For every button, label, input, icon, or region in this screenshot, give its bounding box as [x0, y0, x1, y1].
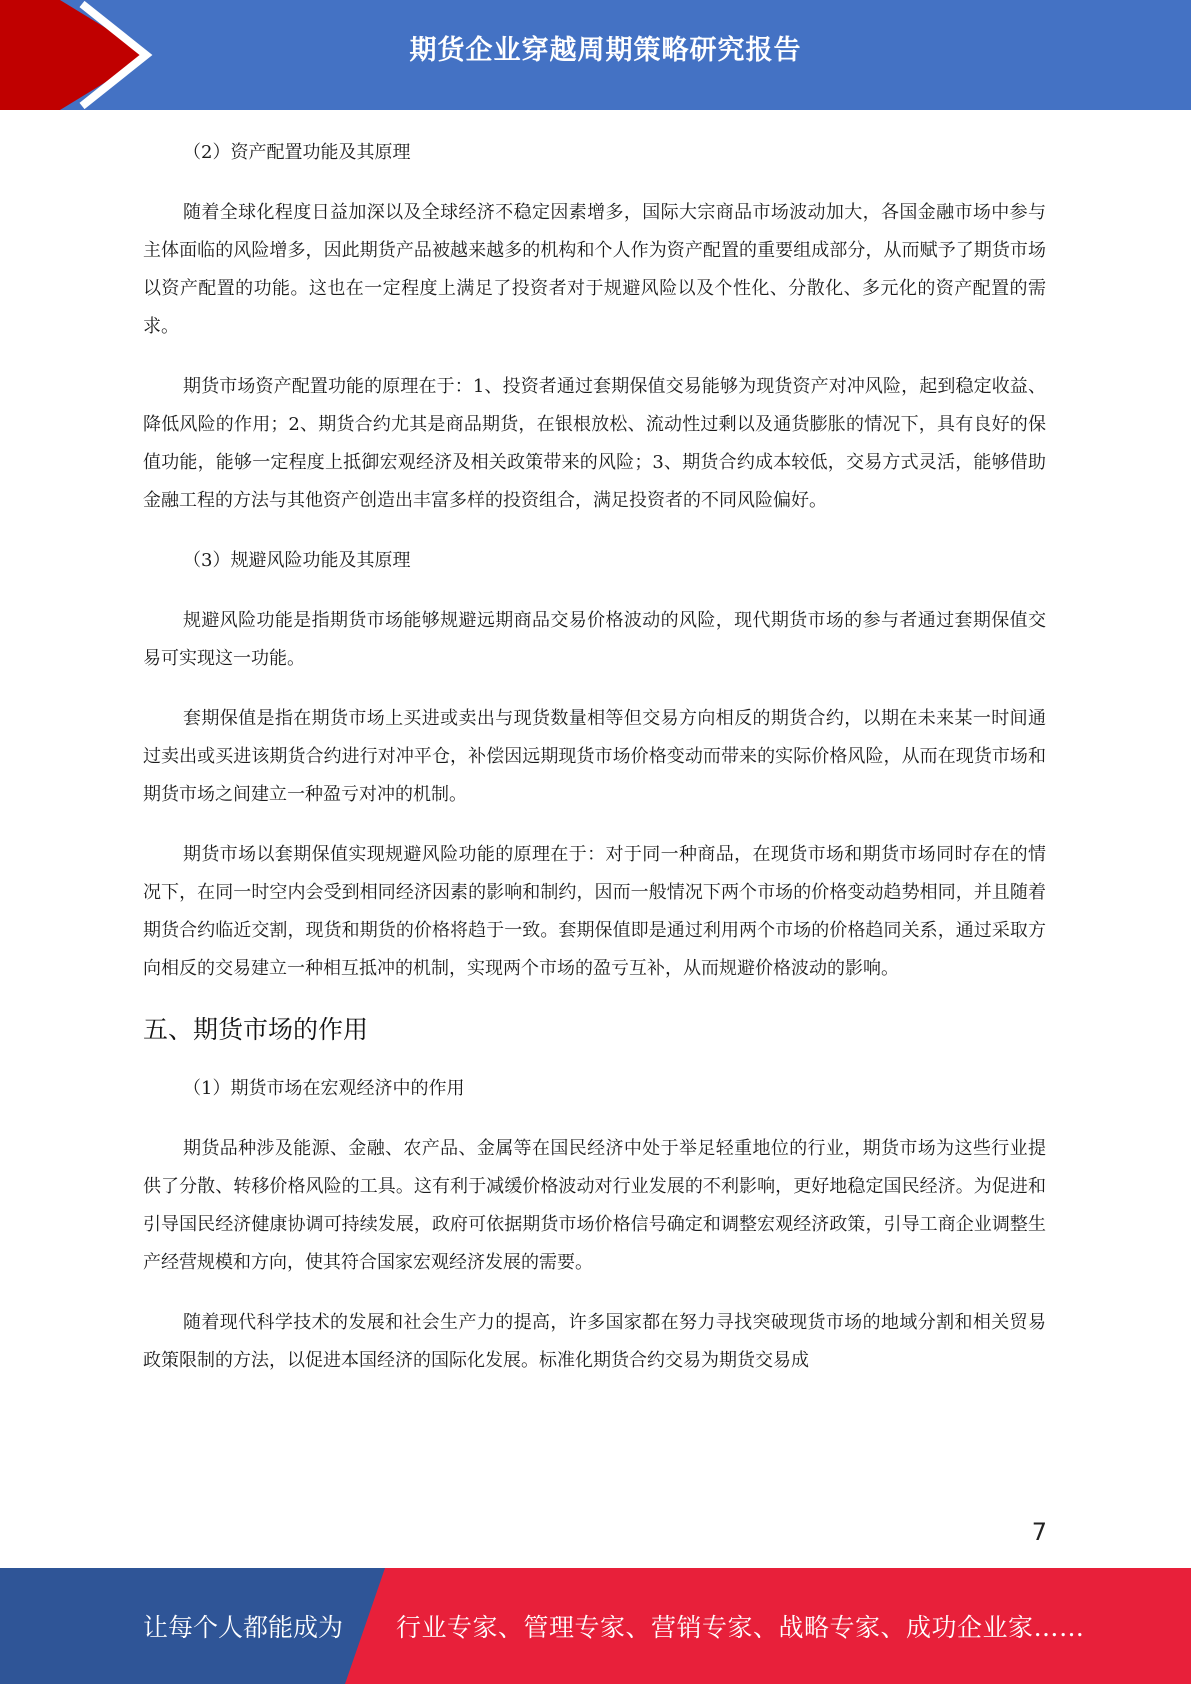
subheading-macro-economy: （1）期货市场在宏观经济中的作用 [183, 1078, 465, 1099]
paragraph: 期货市场资产配置功能的原理在于：1、投资者通过套期保值交易能够为现货资产对冲风险，起到稳定收益、降低风险的作用；2、期货合约尤其是商品期货，在银根放松、流动性过剩以及通货膨胀的情况下，具有良好的保值功能，能够一定程度上抵御宏观经济及相关政策带来的风险；3、期货合约成本较低，交易方式灵活，能够借助金融工程的方法与其他资产创造出丰富多样的投资组合，满足投资者的不同风险偏好。 [143, 376, 1046, 511]
subheading-asset-allocation: （2）资产配置功能及其原理 [183, 142, 411, 163]
report-title: 期货企业穿越周期策略研究报告 [409, 35, 802, 66]
paragraph: 随着全球化程度日益加深以及全球经济不稳定因素增多，国际大宗商品市场波动加大，各国金融市场中参与主体面临的风险增多，因此期货产品被越来越多的机构和个人作为资产配置的重要组成部分，从而赋予了期货市场以资产配置的功能。这也在一定程度上满足了投资者对于规避风险以及个性化、分散化、多元化的资产配置的需求。 [143, 202, 1046, 337]
section-heading: 五、期货市场的作用 [143, 1015, 369, 1044]
paragraph: 期货市场以套期保值实现规避风险功能的原理在于：对于同一种商品，在现货市场和期货市场同时存在的情况下，在同一时空内会受到相同经济因素的影响和制约，因而一般情况下两个市场的价格变动趋势相同，并且随着期货合约临近交割，现货和期货的价格将趋于一致。套期保值即是通过利用两个市场的价格趋同关系，通过采取方向相反的交易建立一种相互抵冲的机制，实现两个市场的盈亏互补，从而规避价格波动的影响。 [143, 844, 1046, 979]
footer-banner [0, 1568, 1191, 1684]
paragraph: 套期保值是指在期货市场上买进或卖出与现货数量相等但交易方向相反的期货合约，以期在未来某一时间通过卖出或买进该期货合约进行对冲平仓，补偿因远期现货市场价格变动而带来的实际价格风险，从而在现货市场和期货市场之间建立一种盈亏对冲的机制。 [143, 708, 1046, 805]
page-number: 7 [1031, 1518, 1047, 1546]
subheading-risk-avoidance: （3）规避风险功能及其原理 [183, 550, 411, 571]
header-banner [0, 0, 1191, 110]
footer-slogan-left: 让每个人都能成为 [143, 1613, 344, 1642]
paragraph: 规避风险功能是指期货市场能够规避远期商品交易价格波动的风险，现代期货市场的参与者通过套期保值交易可实现这一功能。 [143, 610, 1046, 669]
page-content [143, 134, 1046, 1402]
footer-slogan-right: 行业专家、管理专家、营销专家、战略专家、成功企业家…… [396, 1613, 1085, 1642]
paragraph: 随着现代科学技术的发展和社会生产力的提高，许多国家都在努力寻找突破现货市场的地域分割和相关贸易政策限制的方法，以促进本国经济的国际化发展。标准化期货合约交易为期货交易成 [143, 1312, 1046, 1371]
paragraph: 期货品种涉及能源、金融、农产品、金属等在国民经济中处于举足轻重地位的行业，期货市场为这些行业提供了分散、转移价格风险的工具。这有利于减缓价格波动对行业发展的不利影响，更好地稳定国民经济。为促进和引导国民经济健康协调可持续发展，政府可依据期货市场价格信号确定和调整宏观经济政策，引导工商企业调整生产经营规模和方向，使其符合国家宏观经济发展的需要。 [143, 1138, 1046, 1273]
